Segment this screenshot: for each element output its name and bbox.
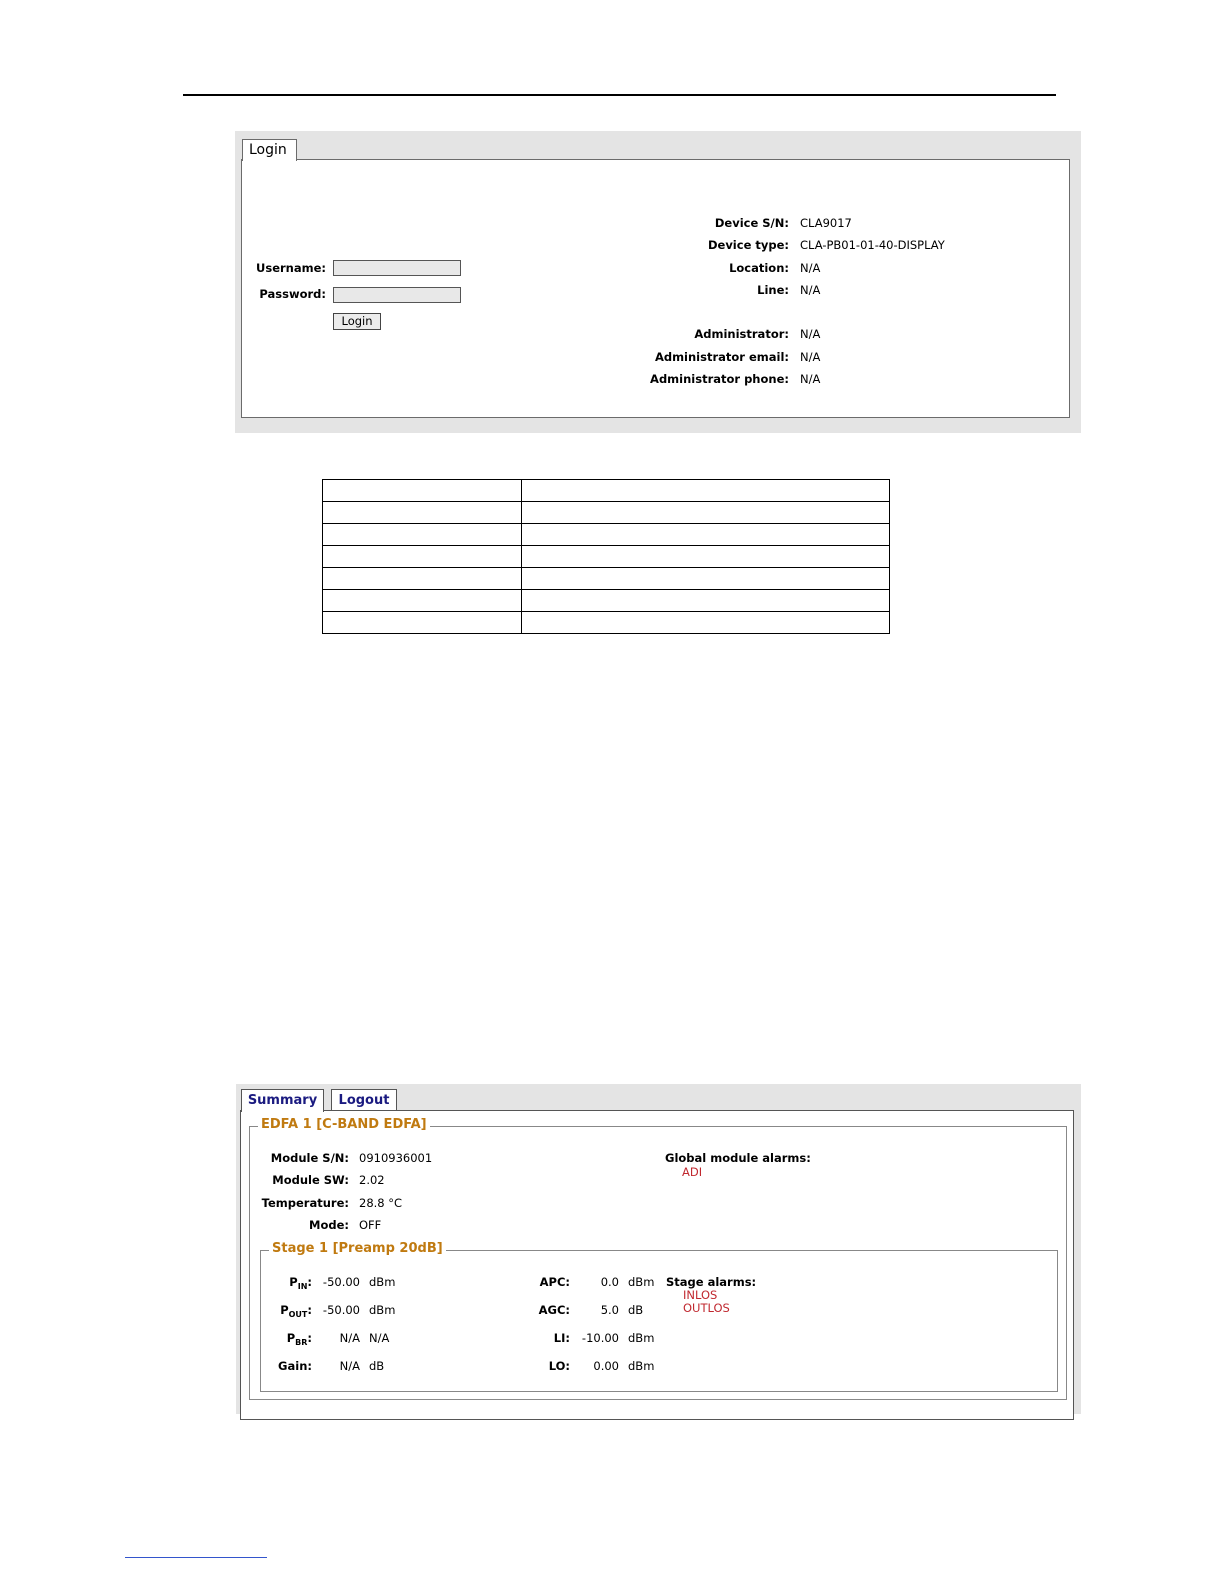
device-sn-label: Device S/N:: [714, 216, 789, 230]
module-legend: EDFA 1 [C-BAND EDFA]: [258, 1117, 430, 1132]
administrator-value: N/A: [800, 327, 821, 341]
password-input[interactable]: [333, 287, 461, 303]
pout-value: -50.00: [322, 1303, 360, 1317]
temperature-label: Temperature:: [261, 1196, 349, 1210]
tab-logout[interactable]: Logout: [331, 1089, 397, 1110]
table-row: [323, 612, 890, 634]
agc-unit: dB: [628, 1303, 644, 1317]
temperature-value: 28.8 °C: [359, 1196, 403, 1210]
line-value: N/A: [800, 283, 821, 297]
global-alarm-item: ADI: [682, 1165, 703, 1179]
mode-label: Mode:: [309, 1218, 349, 1232]
table-cell: [522, 546, 890, 568]
module-sn-label: Module S/N:: [270, 1151, 349, 1165]
administrator-label: Administrator:: [694, 327, 789, 341]
tab-summary[interactable]: Summary: [241, 1089, 324, 1112]
pin-value: -50.00: [322, 1275, 360, 1289]
stage-alarm-outlos: OUTLOS: [683, 1301, 730, 1315]
module-fieldset: [249, 1117, 1067, 1400]
stage-alarm-inlos: INLOS: [683, 1288, 718, 1302]
global-alarms-label: Global module alarms:: [665, 1151, 811, 1165]
li-unit: dBm: [628, 1331, 655, 1345]
password-label: Password:: [259, 287, 326, 301]
mode-value: OFF: [359, 1218, 382, 1232]
table-row: [323, 546, 890, 568]
table-row: [323, 480, 890, 502]
stage-fieldset: [260, 1241, 1058, 1392]
line-label: Line:: [757, 283, 789, 297]
administrator-email-label: Administrator email:: [654, 350, 789, 364]
agc-value: 5.0: [600, 1303, 619, 1317]
pbr-label: $P_{BR}$:: [286, 1331, 312, 1347]
li-value: -10.00: [581, 1331, 619, 1345]
table-row: [323, 590, 890, 612]
stage-alarms-label: Stage alarms:: [666, 1275, 757, 1289]
table-cell: [323, 568, 522, 590]
administrator-phone-value: N/A: [800, 372, 821, 386]
apc-value: 0.0: [600, 1275, 619, 1289]
module-sw-value: 2.02: [359, 1173, 385, 1187]
lo-label: LO:: [548, 1359, 570, 1373]
table-cell: [522, 612, 890, 634]
table-row: [323, 502, 890, 524]
administrator-phone-label: Administrator phone:: [650, 372, 789, 386]
pout-label: $P_{OUT}$:: [280, 1303, 312, 1319]
stage-legend: Stage 1 [Preamp 20dB]: [269, 1241, 446, 1256]
pout-unit: dBm: [369, 1303, 396, 1317]
lo-value: 0.00: [593, 1359, 619, 1373]
table-cell: [323, 502, 522, 524]
gain-value: N/A: [339, 1359, 360, 1373]
tab-login[interactable]: Login: [242, 139, 297, 161]
pin-unit: dBm: [369, 1275, 396, 1289]
table-row: [323, 524, 890, 546]
login-form-area: [241, 159, 1070, 418]
table-cell: [323, 612, 522, 634]
device-type-label: Device type:: [707, 238, 789, 252]
table-cell: [522, 568, 890, 590]
gain-label: Gain:: [278, 1359, 312, 1373]
module-sn-value: 0910936001: [359, 1151, 433, 1165]
table-cell: [522, 480, 890, 502]
table-cell: [323, 590, 522, 612]
username-label: Username:: [256, 261, 326, 275]
li-label: LI:: [553, 1331, 570, 1345]
location-value: N/A: [800, 261, 821, 275]
footer-link-underline: [125, 1557, 267, 1558]
table-cell: [522, 502, 890, 524]
table-cell: [323, 546, 522, 568]
description-table: [322, 479, 890, 634]
location-label: Location:: [729, 261, 789, 275]
gain-unit: dB: [369, 1359, 385, 1373]
apc-unit: dBm: [628, 1275, 655, 1289]
pbr-value: N/A: [339, 1331, 360, 1345]
table-cell: [522, 590, 890, 612]
summary-content: [240, 1110, 1074, 1420]
apc-label: APC:: [539, 1275, 570, 1289]
administrator-email-value: N/A: [800, 350, 821, 364]
username-input[interactable]: [333, 260, 461, 276]
table-cell: [323, 480, 522, 502]
login-button[interactable]: Login: [333, 313, 381, 330]
module-sw-label: Module SW:: [272, 1173, 349, 1187]
device-type-value: CLA-PB01-01-40-DISPLAY: [800, 238, 945, 252]
table-cell: [522, 524, 890, 546]
lo-unit: dBm: [628, 1359, 655, 1373]
table-cell: [323, 524, 522, 546]
login-screenshot: [235, 131, 1081, 433]
device-sn-value: CLA9017: [800, 216, 852, 230]
pin-label: $P_{IN}$:: [289, 1275, 312, 1291]
agc-label: AGC:: [538, 1303, 570, 1317]
pbr-unit: N/A: [369, 1331, 390, 1345]
summary-screenshot: [236, 1084, 1081, 1414]
table-row: [323, 568, 890, 590]
page-header-rule: [183, 94, 1056, 96]
